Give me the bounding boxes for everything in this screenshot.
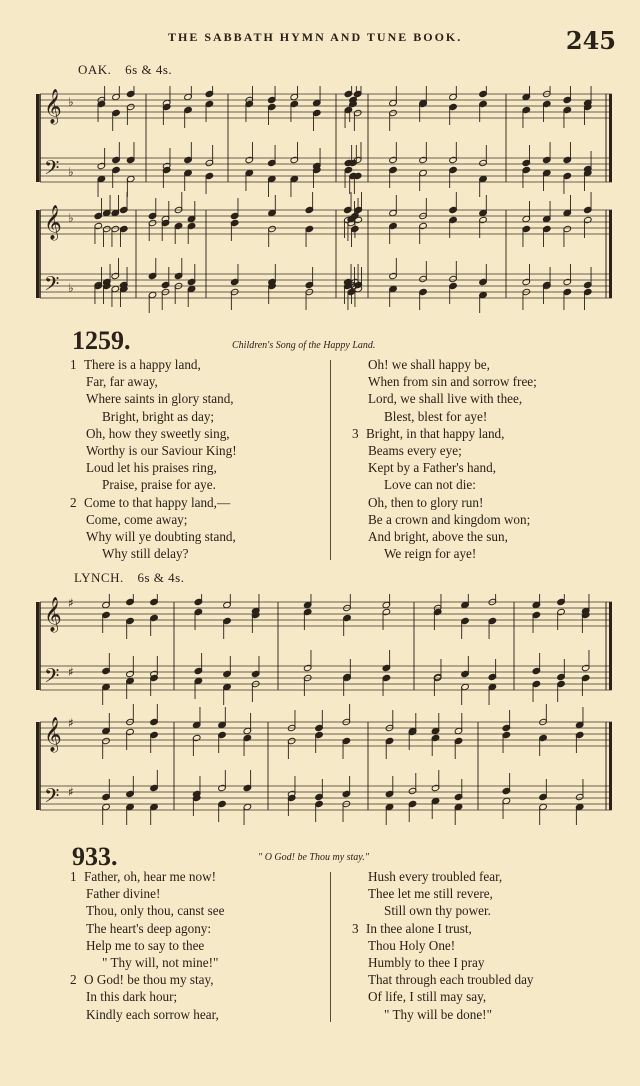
verse-text: Come to that happy land,— [84, 494, 231, 510]
verse-line [352, 937, 534, 954]
svg-text:♯: ♯ [68, 716, 74, 730]
verse-line [70, 885, 224, 902]
stanza-number: 3 [352, 425, 359, 441]
verse-text: Blest, blest for aye! [384, 408, 488, 424]
svg-text:♯: ♯ [68, 596, 74, 610]
hymn-number: 1259. [72, 326, 131, 355]
verse-line [352, 545, 537, 562]
verse-text: Beams every eye; [368, 443, 462, 459]
verse-line [70, 545, 237, 562]
hymn-933-left-column [70, 868, 224, 1023]
verse-line [70, 902, 224, 919]
svg-text:𝄢: 𝄢 [44, 664, 60, 692]
verse-text: Kindly each sorrow hear, [86, 1006, 219, 1022]
verse-line [352, 425, 537, 442]
verse-line [70, 937, 224, 954]
verse-line [70, 954, 224, 971]
verse-text: Thou Holy One! [368, 937, 456, 953]
verse-line [70, 459, 237, 476]
verse-line [352, 511, 537, 528]
verse-line [70, 920, 224, 937]
svg-text:♭: ♭ [68, 281, 74, 295]
svg-text:𝄞: 𝄞 [44, 597, 62, 632]
system-1 [36, 86, 612, 313]
verse-line [70, 476, 237, 493]
verse-line [70, 494, 237, 511]
tune-title-oak [78, 62, 172, 78]
svg-text:𝄢: 𝄢 [44, 272, 60, 300]
verse-line [70, 1006, 224, 1023]
verse-line [70, 356, 237, 373]
stanza-number: 1 [70, 869, 77, 884]
verse-text: Still own thy power. [384, 903, 491, 919]
hymn-1259-right-column [352, 356, 537, 562]
verse-line [352, 868, 534, 885]
verse-text: Praise, praise for aye. [102, 477, 216, 493]
verse-line [70, 511, 237, 528]
verse-line [70, 528, 237, 545]
verse-text: Thou, only thou, canst see [86, 903, 225, 919]
verse-text: And bright, above the sun, [368, 529, 508, 545]
verse-text: O God! be thou my stay, [84, 972, 214, 988]
verse-line [352, 390, 537, 407]
verse-text: " Thy will, not mine!" [102, 955, 219, 971]
verse-text: Help me to say to thee [86, 937, 205, 953]
verse-line [352, 373, 537, 390]
verse-line [352, 885, 534, 902]
tune-meter: 6s & 4s. [137, 570, 185, 585]
verse-text: Father divine! [86, 886, 161, 902]
hymn-subtitle: Children's Song of the Happy Land. [232, 340, 376, 351]
verse-line [352, 971, 534, 988]
music-score-oak [36, 86, 616, 318]
stanza-number: 2 [70, 494, 77, 510]
verse-line [70, 971, 224, 988]
verse-line [352, 408, 537, 425]
verse-text: Be a crown and kingdom won; [368, 511, 531, 527]
verse-text: The heart's deep agony: [86, 920, 212, 936]
svg-text:𝄞: 𝄞 [44, 717, 62, 752]
verse-text: Where saints in glory stand, [86, 391, 234, 407]
verse-text: Father, oh, hear me now! [84, 869, 217, 884]
tune-title-lynch [74, 570, 184, 586]
tune-name: LYNCH. [74, 570, 124, 585]
verse-text: In thee alone I trust, [366, 920, 472, 936]
verse-line [70, 373, 237, 390]
verse-text: Loud let his praises ring, [86, 460, 217, 476]
hymn-1259-left-column [70, 356, 237, 562]
svg-text:♭: ♭ [68, 211, 74, 225]
svg-text:♯: ♯ [68, 665, 74, 679]
running-title: THE SABBATH HYMN AND TUNE BOOK. [168, 30, 463, 44]
verse-text: Come, come away; [86, 511, 188, 527]
verse-text: Kept by a Father's hand, [368, 460, 496, 476]
verse-text: Humbly to thee I pray [368, 955, 485, 971]
verse-line [352, 528, 537, 545]
stanza-number: 2 [70, 972, 77, 988]
stanza-number: 1 [70, 357, 77, 372]
hymn-number: 933. [72, 842, 118, 871]
verse-line [352, 494, 537, 511]
tune-name: OAK. [78, 62, 112, 77]
verse-text: Oh, how they sweetly sing, [86, 425, 230, 441]
music-score-lynch [36, 594, 616, 838]
verse-line [70, 988, 224, 1005]
svg-text:𝄢: 𝄢 [44, 784, 60, 812]
verse-line [352, 954, 534, 971]
verse-line [352, 1006, 534, 1023]
verse-line [352, 920, 534, 937]
verse-line [352, 476, 537, 493]
verse-text: That through each troubled day [368, 972, 534, 988]
verse-text: " Thy will be done!" [384, 1006, 492, 1022]
page-number: 245 [565, 26, 616, 55]
verse-line [70, 408, 237, 425]
verse-line [352, 988, 534, 1005]
verse-line [70, 442, 237, 459]
verse-text: Oh, then to glory run! [368, 494, 484, 510]
verse-line [352, 356, 537, 373]
verse-text: In this dark hour; [86, 989, 178, 1005]
verse-text: Bright, bright as day; [102, 408, 215, 424]
hymn-933-right-column [352, 868, 534, 1023]
verse-text: Love can not die: [384, 477, 476, 493]
verse-text: Why still delay? [102, 546, 189, 562]
tune-meter: 6s & 4s. [125, 62, 173, 77]
verse-text: Hush every troubled fear, [368, 869, 503, 884]
verse-line [70, 425, 237, 442]
verse-line [70, 868, 224, 885]
svg-text:♭: ♭ [68, 165, 74, 179]
verse-text: There is a happy land, [84, 357, 201, 372]
verse-text: Oh! we shall happy be, [368, 357, 490, 372]
verse-text: Lord, we shall live with thee, [368, 391, 523, 407]
verse-line [352, 442, 537, 459]
verse-text: Worthy is our Saviour King! [86, 443, 237, 459]
verse-text: Far, far away, [86, 374, 158, 390]
stanza-number: 3 [352, 920, 359, 936]
verse-text: Thee let me still revere, [368, 886, 493, 902]
verse-text: Of life, I still may say, [368, 989, 487, 1005]
hymn-subtitle: " O God! be Thou my stay." [258, 852, 369, 863]
svg-text:♯: ♯ [68, 785, 74, 799]
svg-text:𝄞: 𝄞 [44, 205, 62, 240]
verse-line [70, 390, 237, 407]
column-divider [330, 360, 331, 560]
verse-text: Bright, in that happy land, [366, 425, 505, 441]
svg-text:♭: ♭ [68, 95, 74, 109]
system-2 [36, 594, 612, 825]
svg-text:𝄞: 𝄞 [44, 89, 62, 124]
verse-text: We reign for aye! [384, 546, 477, 562]
verse-line [352, 902, 534, 919]
verse-text: Why will ye doubting stand, [86, 529, 236, 545]
verse-line [352, 459, 537, 476]
verse-text: When from sin and sorrow free; [368, 374, 537, 390]
column-divider [330, 872, 331, 1022]
svg-text:𝄢: 𝄢 [44, 156, 60, 184]
